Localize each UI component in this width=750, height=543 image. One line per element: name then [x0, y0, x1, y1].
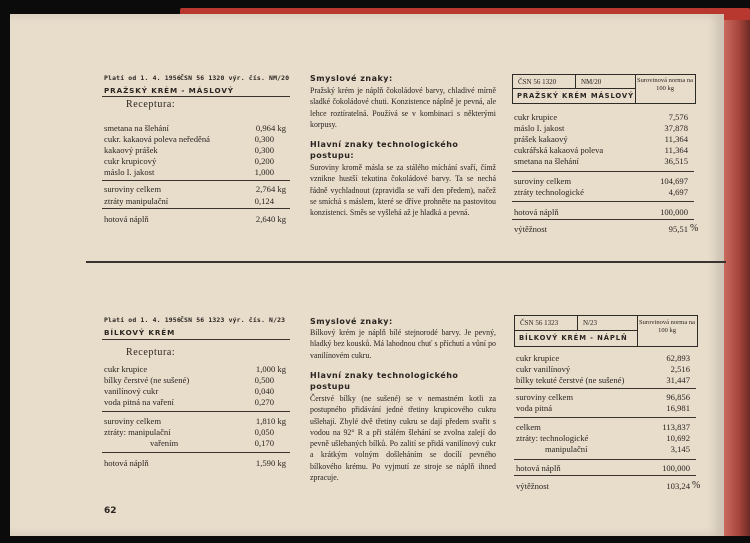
- ingredient-name: máslo I. jakost: [104, 167, 155, 177]
- norm-box: [514, 315, 698, 347]
- ingredient-qty: 0,200: [254, 156, 274, 166]
- csn-code: ČSN 56 1323 výr. čís. N/23: [180, 316, 286, 324]
- sensory-heading: Smyslové znaky:: [310, 317, 393, 326]
- norm-total-name: suroviny celkem: [514, 176, 572, 186]
- norm-total-qty: 4,697: [668, 187, 688, 197]
- yield-unit: %: [690, 223, 699, 234]
- divider: [512, 201, 694, 202]
- divider: [514, 388, 696, 389]
- divider: [102, 96, 290, 97]
- divider: [102, 339, 290, 340]
- valid-from: Platí od 1. 4. 1956: [104, 316, 181, 324]
- norm-final-name: hotová náplň: [514, 207, 559, 217]
- norm-item-name: cukr krupice: [516, 353, 560, 363]
- sensory-text: Bílkový krém je náplň bílé stejnorodé barvy. Je pevný, hladký bez kousků. Má lahodnou chuť s příchutí a vůní po vanilínovém cukru.: [310, 328, 496, 360]
- ingredient-qty: 1,000: [254, 167, 274, 177]
- final-qty: 2,640 kg: [255, 214, 286, 224]
- tech-heading: Hlavní znaky technologického postupu:: [310, 140, 459, 160]
- recipe-title: PRAŽSKÝ KRÉM - MÁSLOVÝ: [104, 86, 234, 95]
- ingredient-qty: 1,000 kg: [255, 364, 286, 374]
- divider: [515, 330, 637, 331]
- norm-item-name: cukrářská kakaová poleva: [514, 145, 604, 155]
- norm-final-qty: 100,000: [662, 463, 690, 473]
- recipe-title: BÍLKOVÝ KRÉM: [104, 328, 176, 337]
- ingredient-name: cukr. kakaová poleva neředěná: [104, 134, 210, 144]
- total-name: vařením: [150, 438, 179, 448]
- ingredient-name: smetana na šlehání: [104, 123, 169, 133]
- sensory-text: Pražský krém je náplň čokoládové barvy, chladivé mírně sladké čokoládové chuti. Konzistence náplně je pevná, ale lehce roztíratelná. Používá se v kombinaci s některými korpusy.: [310, 86, 496, 129]
- norm-total-qty: 16,981: [666, 403, 690, 413]
- csn-code: ČSN 56 1320 výr. čís. NM/20: [180, 74, 290, 82]
- page-number: 62: [104, 506, 117, 516]
- tech-text: Čerstvé bílky (ne sušené) se v nemastném kotli za postupného přidávání jedné třetiny krupicového cukru ušlehají. Zbylé dvě třetiny cukru se dají předem svařit s vodou na 92° R a při stálém šlehání se zvolna zalejí do pevně ušlehaných bílků. Po zalití se přidá vanilínový cukr a krátkým volným došleháním se docílí pevného bílkového krému. Po vyjmutí ze stroje se náplň ihned zpracuje.: [310, 394, 496, 483]
- receptura-heading: Receptura:: [126, 99, 176, 110]
- total-qty: 1,810 kg: [255, 416, 286, 426]
- ingredient-qty: 0,270: [254, 397, 274, 407]
- divider: [575, 75, 576, 88]
- norm-item-qty: 36,515: [664, 156, 688, 166]
- norm-item-qty: 11,364: [664, 145, 688, 155]
- total-qty: 0,050: [254, 427, 274, 437]
- norm-item-qty: 7,576: [668, 112, 688, 122]
- norm-item-name: smetana na šlehání: [514, 156, 579, 166]
- total-qty: 0,170: [254, 438, 274, 448]
- norm-item-qty: 31,447: [666, 375, 690, 385]
- total-name: ztráty manipulační: [104, 196, 169, 206]
- divider: [637, 316, 638, 346]
- norm-total-name: ztráty technologické: [514, 187, 584, 197]
- norm-loss-name: ztráty: technologické: [516, 433, 589, 443]
- total-qty: 2,764 kg: [255, 184, 286, 194]
- norm-item-name: cukr vanilínový: [516, 364, 571, 374]
- ingredient-name: voda pitná na vaření: [104, 397, 174, 407]
- ingredient-name: cukr krupicový: [104, 156, 157, 166]
- divider: [577, 316, 578, 330]
- total-name: suroviny celkem: [104, 416, 162, 426]
- norm-csn: ČSN 56 1323: [520, 319, 559, 327]
- divider: [635, 75, 636, 103]
- yield-qty: 95,51: [668, 224, 688, 234]
- norm-total-name: voda pitná: [516, 403, 553, 413]
- ingredient-name: vanilínový cukr: [104, 386, 159, 396]
- norm-item-name: cukr krupice: [514, 112, 558, 122]
- norm-final-name: hotová náplň: [516, 463, 561, 473]
- yield-name: výtěžnost: [516, 481, 549, 491]
- norm-code: N/23: [583, 319, 597, 327]
- yield-unit: %: [692, 480, 701, 491]
- norm-item-name: máslo I. jakost: [514, 123, 565, 133]
- total-name: suroviny celkem: [104, 184, 162, 194]
- ingredient-qty: 0,500: [254, 375, 274, 385]
- divider: [102, 411, 290, 412]
- norm-title: BÍLKOVÝ KRÉM - NÁPLŇ: [519, 334, 628, 342]
- tech-text: Suroviny kromě másla se za stálého míchání svaří, čímž vznikne hustší tekutina čokoládové barvy. Ta se nechá řádně vychladnout (zpravidla se vaří den předem), načež se smíchá s máslem, které se dříve prohněte na pastovitou konzistenci. Směs se vyšlehá až je hladká a pevná.: [310, 163, 496, 218]
- norm-item-name: bílky tekuté čerstvé (ne sušené): [516, 375, 625, 385]
- yield-name: výtěžnost: [514, 224, 547, 234]
- norm-total-qty: 104,697: [660, 176, 688, 186]
- norm-code: NM/20: [581, 78, 602, 86]
- section-divider: [86, 261, 726, 263]
- divider: [514, 459, 696, 460]
- norm-loss-qty: 113,837: [662, 422, 690, 432]
- norm-loss-name: manipulační: [545, 444, 588, 454]
- divider: [102, 208, 290, 209]
- tech-heading: Hlavní znaky technologického postupu: [310, 371, 459, 391]
- ingredient-qty: 0,040: [254, 386, 274, 396]
- norm-csn: ČSN 56 1320: [518, 78, 557, 86]
- book-spine: [724, 20, 750, 536]
- ingredient-qty: 0,300: [254, 145, 274, 155]
- valid-from: Platí od 1. 4. 1956: [104, 74, 181, 82]
- sensory-heading: Smyslové znaky:: [310, 74, 393, 83]
- norm-item-qty: 62,893: [666, 353, 690, 363]
- divider: [102, 452, 290, 453]
- norm-final-qty: 100,000: [660, 207, 688, 217]
- final-qty: 1,590 kg: [255, 458, 286, 468]
- ingredient-qty: 0,964 kg: [255, 123, 286, 133]
- norm-item-name: prášek kakaový: [514, 134, 568, 144]
- norm-label: Surovinová norma na 100 kg: [637, 77, 693, 92]
- norm-item-qty: 11,364: [664, 134, 688, 144]
- final-name: hotová náplň: [104, 458, 149, 468]
- divider: [512, 219, 694, 220]
- divider: [513, 88, 635, 89]
- receptura-heading: Receptura:: [126, 347, 176, 358]
- norm-box: [512, 74, 696, 104]
- total-qty: 0,124: [254, 196, 274, 206]
- ingredient-name: kakaový prášek: [104, 145, 158, 155]
- norm-item-qty: 2,516: [670, 364, 690, 374]
- norm-loss-name: celkem: [516, 422, 541, 432]
- norm-label: Surovinová norma na 100 kg: [639, 319, 695, 334]
- yield-qty: 103,24: [666, 481, 690, 491]
- divider: [514, 475, 696, 476]
- ingredient-qty: 0,300: [254, 134, 274, 144]
- ingredient-name: bílky čerstvé (ne sušené): [104, 375, 190, 385]
- norm-item-qty: 37,878: [664, 123, 688, 133]
- total-name: ztráty: manipulační: [104, 427, 171, 437]
- divider: [514, 417, 696, 418]
- norm-loss-qty: 10,692: [666, 433, 690, 443]
- divider: [102, 180, 290, 181]
- divider: [512, 171, 694, 172]
- norm-loss-qty: 3,145: [670, 444, 690, 454]
- norm-title: PRAŽSKÝ KRÉM MÁSLOVÝ: [517, 92, 634, 100]
- final-name: hotová náplň: [104, 214, 149, 224]
- ingredient-name: cukr krupice: [104, 364, 148, 374]
- norm-total-qty: 96,856: [666, 392, 690, 402]
- norm-total-name: suroviny celkem: [516, 392, 574, 402]
